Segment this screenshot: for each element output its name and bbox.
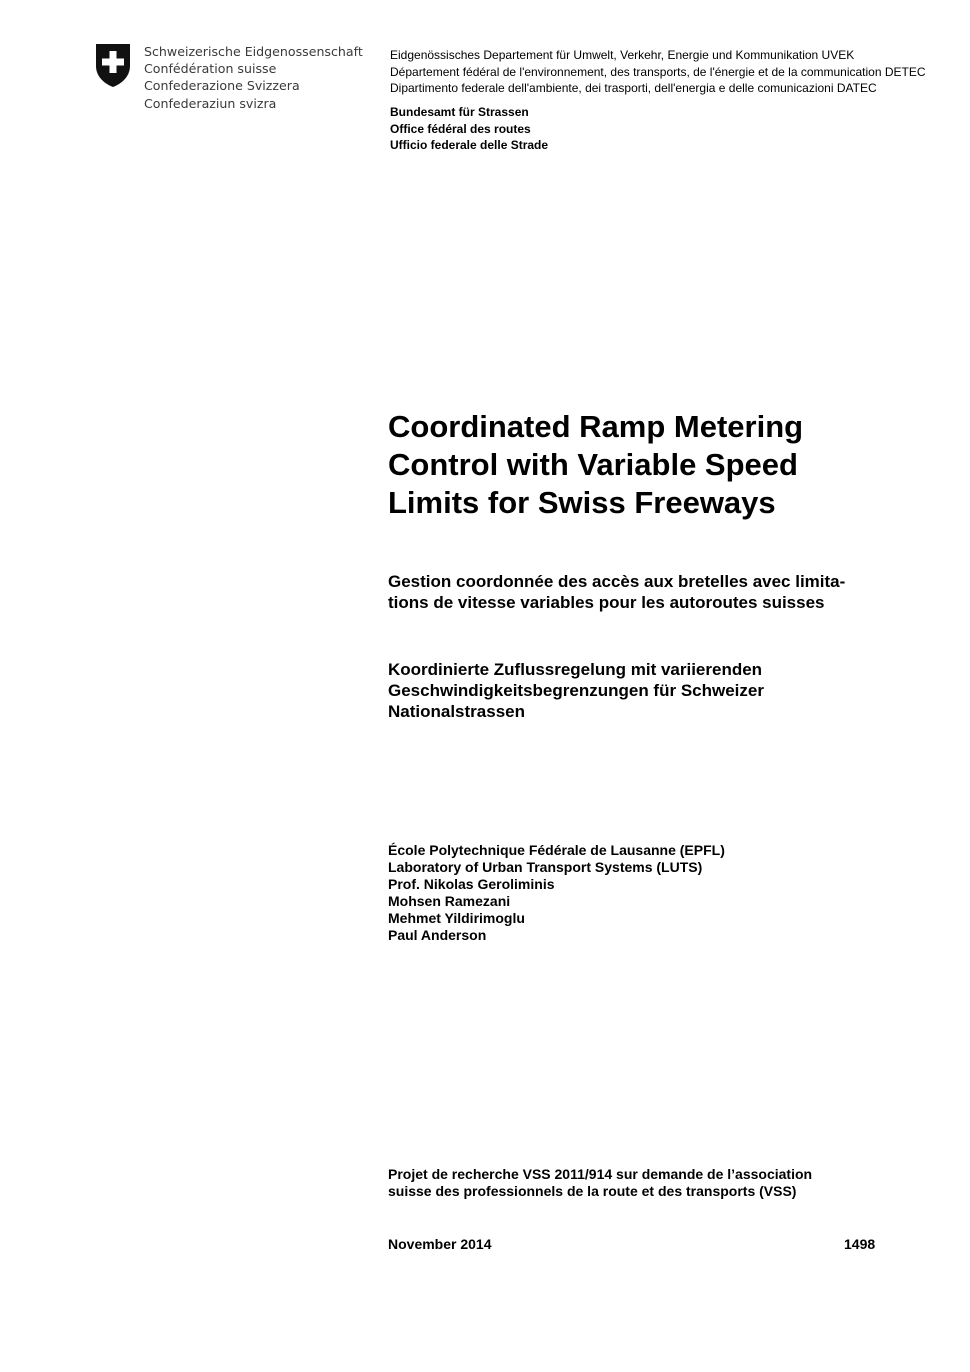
publication-date: November 2014 — [388, 1236, 492, 1252]
confederation-name-rm: Confederaziun svizra — [144, 95, 277, 111]
project-line: Projet de recherche VSS 2011/914 sur demande de l’association — [388, 1166, 813, 1182]
report-title-line: Limits for Swiss Freeways — [388, 485, 776, 520]
author-name: Mehmet Yildirimoglu — [388, 910, 525, 926]
department-line-it: Dipartimento federale dell'ambiente, dei trasporti, dell'energia e delle comunicazioni DATEC — [390, 81, 877, 95]
report-number: 1498 — [844, 1236, 876, 1252]
author-institution: École Polytechnique Fédérale de Lausanne (EPFL) — [388, 842, 725, 858]
confederation-names — [144, 43, 374, 112]
department-line-de: Eidgenössisches Departement für Umwelt, Verkehr, Energie und Kommunikation UVEK — [390, 48, 855, 62]
subtitle-french — [388, 571, 948, 613]
author-name: Paul Anderson — [388, 927, 487, 943]
office-line-it: Ufficio federale delle Strade — [390, 138, 549, 152]
office-header — [390, 104, 690, 154]
confederation-name-it: Confederazione Svizzera — [144, 78, 300, 94]
report-title-line: Coordinated Ramp Metering — [388, 409, 804, 444]
subtitle-french-line: tions de vitesse variables pour les autoroutes suisses — [388, 593, 825, 612]
report-title — [388, 408, 948, 522]
author-laboratory: Laboratory of Urban Transport Systems (LUTS) — [388, 859, 703, 875]
subtitle-german — [388, 659, 948, 722]
project-description — [388, 1166, 948, 1200]
confederation-name-de: Schweizerische Eidgenossenschaft — [144, 44, 363, 59]
department-line-fr: Département fédéral de l'environnement, des transports, de l'énergie et de la communication DETEC — [390, 64, 926, 79]
authors-block — [388, 842, 888, 944]
office-line-fr: Office fédéral des routes — [390, 121, 531, 136]
swiss-shield-icon — [94, 42, 132, 88]
project-line: suisse des professionnels de la route et des transports (VSS) — [388, 1183, 797, 1199]
author-name: Mohsen Ramezani — [388, 893, 511, 909]
subtitle-german-line: Koordinierte Zuflussregelung mit variierenden — [388, 660, 763, 679]
department-header — [390, 47, 960, 97]
confederation-name-fr: Confédération suisse — [144, 61, 277, 77]
subtitle-french-line: Gestion coordonnée des accès aux bretelles avec limita- — [388, 572, 846, 591]
subtitle-german-line: Nationalstrassen — [388, 702, 525, 721]
report-title-line: Control with Variable Speed — [388, 447, 798, 482]
author-name: Prof. Nikolas Geroliminis — [388, 876, 555, 892]
subtitle-german-line: Geschwindigkeitsbegrenzungen für Schweizer — [388, 681, 764, 700]
office-line-de: Bundesamt für Strassen — [390, 105, 529, 119]
